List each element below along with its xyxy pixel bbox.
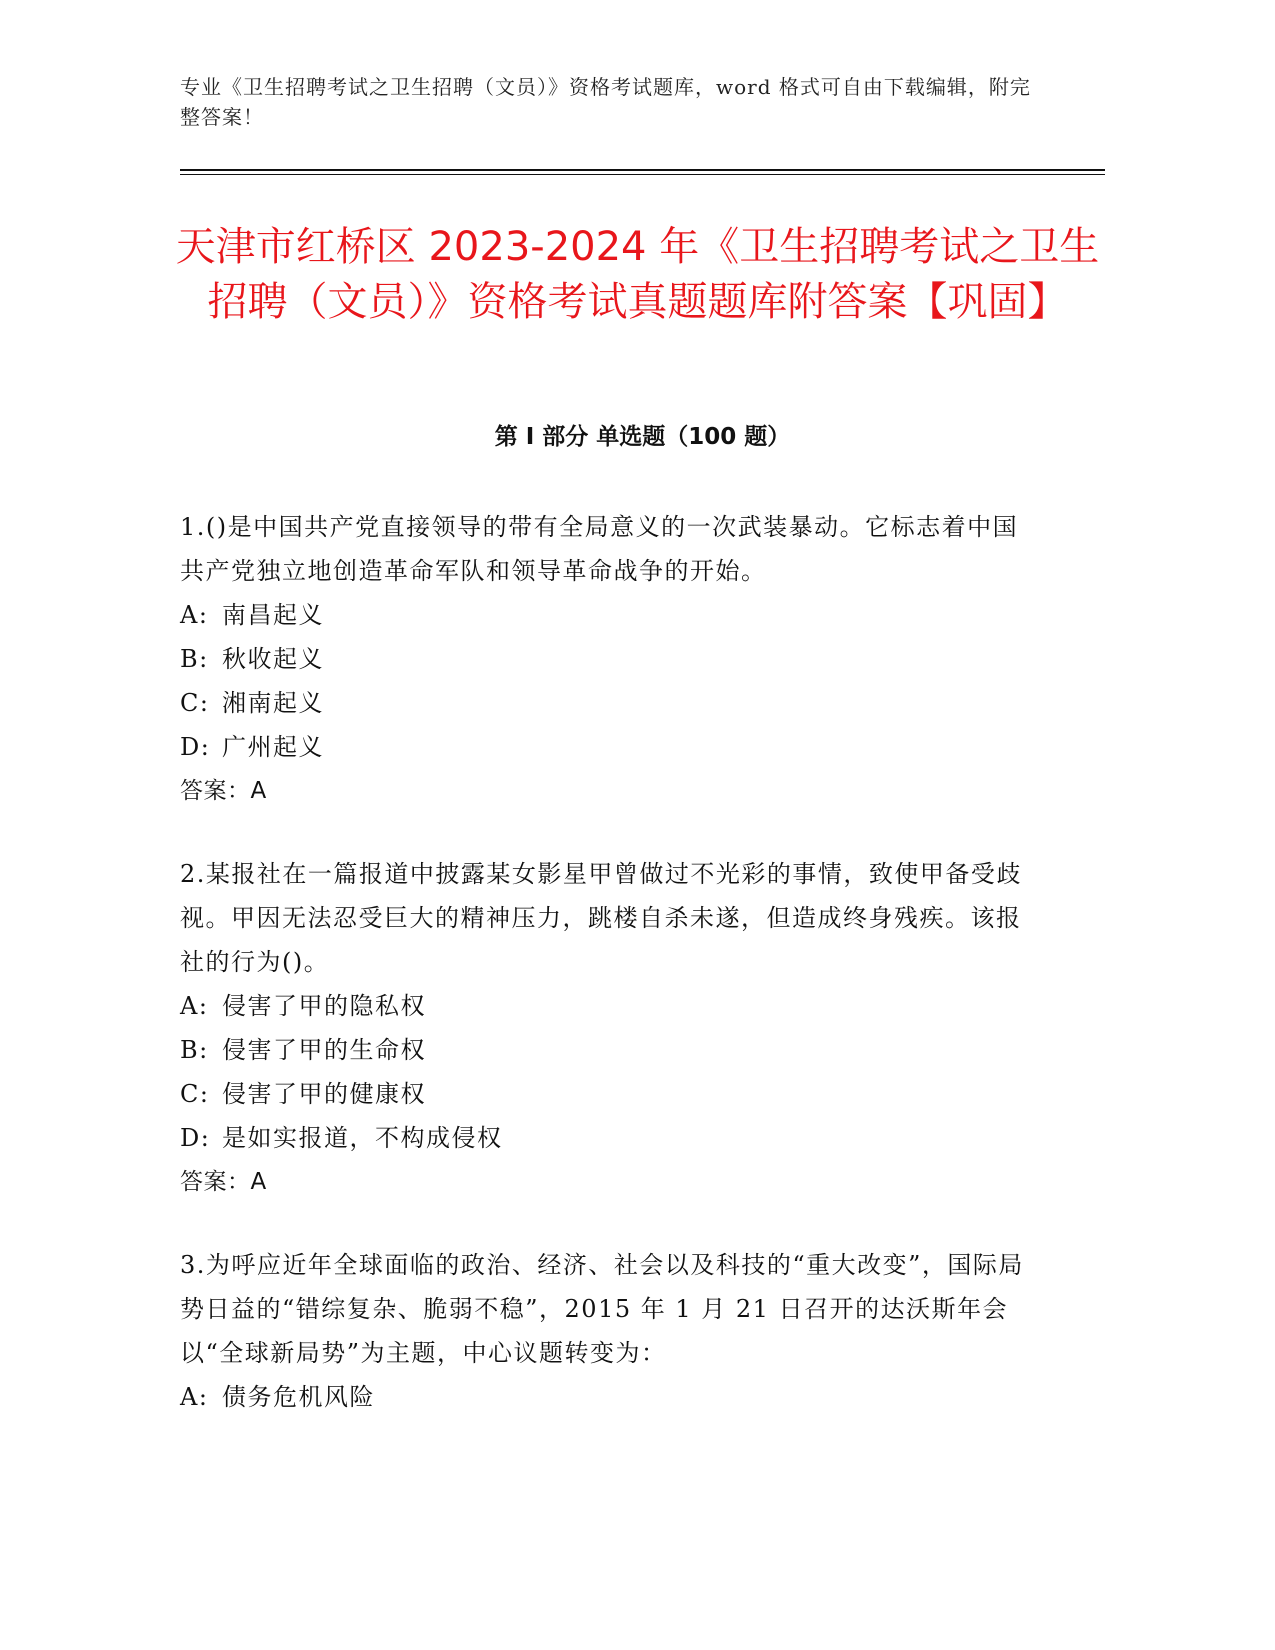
option-letter: B: [180, 1036, 209, 1064]
section-title: 第 I 部分 单选题（100 题） [494, 424, 791, 450]
option-letter: B: [180, 645, 209, 673]
document-title: 天津市红桥区 2023-2024 年《卫生招聘考试之卫生招聘（文员）》资格考试真题题库附答案【巩固】 [175, 224, 1100, 325]
option-letter: D: [180, 1124, 211, 1152]
question-1 [180, 505, 1040, 813]
option-text: 广州起义 [222, 733, 324, 761]
option-a [180, 984, 1040, 1028]
option-d [180, 1116, 1040, 1160]
question-stem: 3.为呼应近年全球面临的政治、经济、社会以及科技的“重大改变”，国际局势日益的“错综复杂、脆弱不稳”，2015 年 1 月 21 日召开的达沃斯年会以“全球新局势”为主题，中心议题转变为： [180, 1251, 1024, 1367]
option-a [180, 1375, 1040, 1419]
option-letter: C: [180, 1080, 210, 1108]
option-text: 侵害了甲的隐私权 [222, 992, 426, 1020]
option-letter: C: [180, 689, 210, 717]
answer: 答案：A [180, 1169, 267, 1195]
header-divider [180, 169, 1105, 171]
option-letter: A: [180, 601, 209, 629]
question-2 [180, 852, 1040, 1204]
option-b [180, 637, 1040, 681]
option-b [180, 1028, 1040, 1072]
option-c [180, 681, 1040, 725]
option-text: 侵害了甲的生命权 [222, 1036, 426, 1064]
option-text: 秋收起义 [222, 645, 324, 673]
option-letter: D: [180, 733, 211, 761]
option-letter: A: [180, 1383, 209, 1411]
option-d [180, 725, 1040, 769]
question-stem: 2.某报社在一篇报道中披露某女影星甲曾做过不光彩的事情，致使甲备受歧视。甲因无法忍受巨大的精神压力，跳楼自杀未遂，但造成终身残疾。该报社的行为()。 [180, 860, 1022, 976]
question-3 [180, 1243, 1040, 1419]
option-letter: A: [180, 992, 209, 1020]
header-divider-thin [180, 174, 1105, 175]
option-text: 湘南起义 [222, 689, 324, 717]
option-text: 是如实报道，不构成侵权 [222, 1124, 503, 1152]
answer: 答案：A [180, 778, 267, 804]
option-c [180, 1072, 1040, 1116]
option-text: 债务危机风险 [222, 1383, 375, 1411]
option-a [180, 593, 1040, 637]
option-text: 侵害了甲的健康权 [222, 1080, 426, 1108]
header-note: 专业《卫生招聘考试之卫生招聘（文员）》资格考试题库，word 格式可自由下载编辑，附完整答案！ [180, 75, 1031, 129]
question-stem: 1.()是中国共产党直接领导的带有全局意义的一次武装暴动。它标志着中国共产党独立地创造革命军队和领导革命战争的开始。 [180, 513, 1019, 585]
option-text: 南昌起义 [222, 601, 324, 629]
